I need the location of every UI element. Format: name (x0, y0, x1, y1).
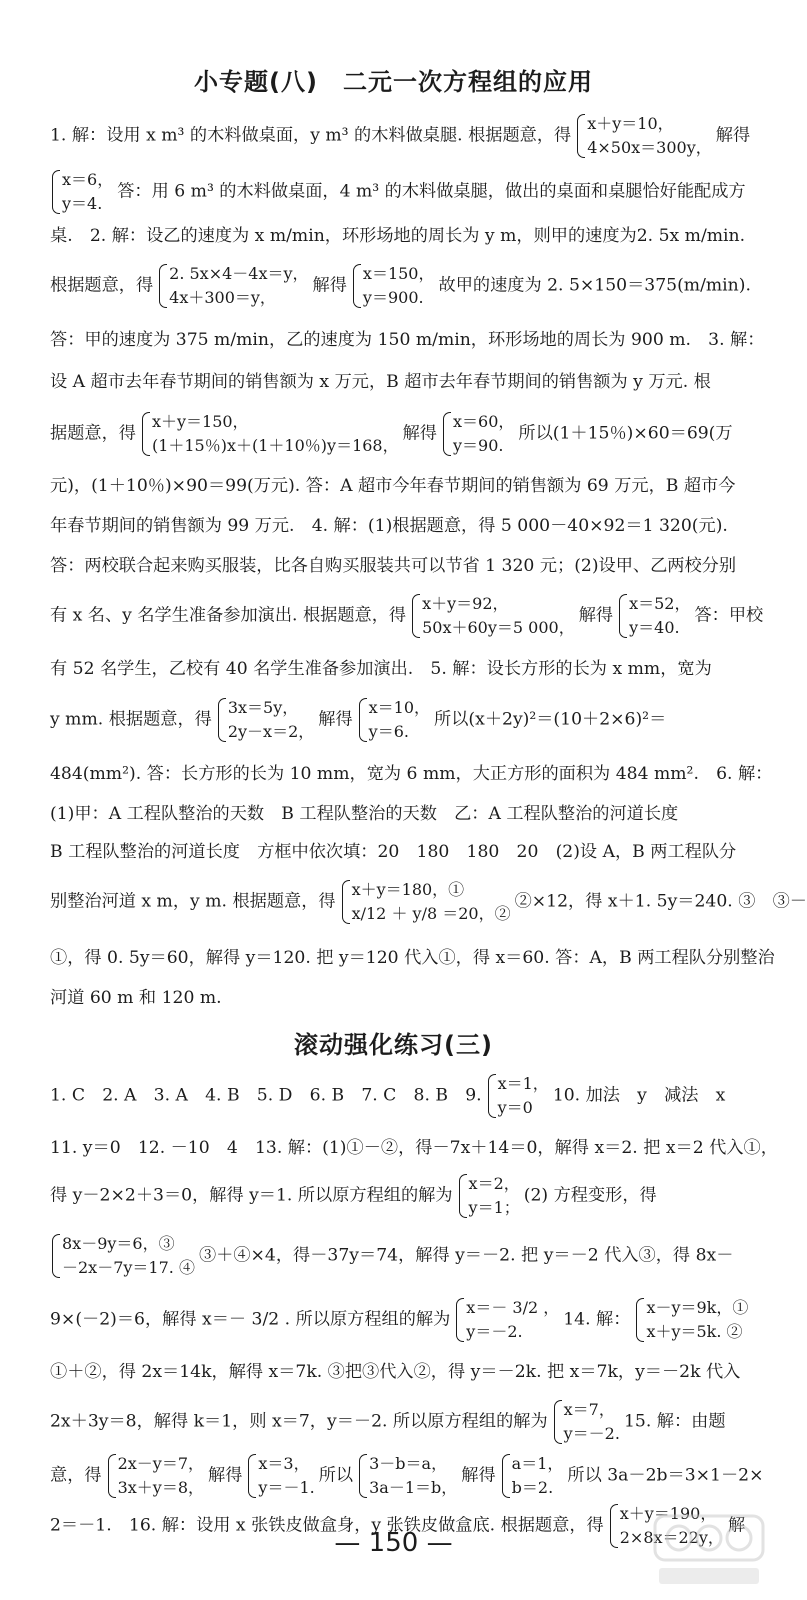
text-line: 有 52 名学生，乙校有 40 名学生准备参加演出. 5. 解：设长方形的长为 x mm，宽为 (50, 659, 712, 679)
text-line: x＝6， y＝4. 答：用 6 m³ 的木料做桌面，4 m³ 的木料做桌腿，做出的桌面和桌腿恰好能配成方 (50, 168, 757, 216)
text-line: ①＋②，得 2x＝14k，解得 x＝7k. ③把③代入②，得 y＝－2k. 把 x＝7k，y＝－2k 代入 (50, 1362, 741, 1382)
text-line: ①，得 0. 5y＝60，解得 y＝120. 把 y＝120 代入①，得 x＝60. 答：A，B 两工程队分别整治 (50, 948, 775, 968)
text-line: 有 x 名、y 名学生准备参加演出. 根据题意，得 x＋y＝92， 50x＋60y＝5 000， 解得 x＝52， y＝40. 答：甲校 (50, 592, 757, 640)
text-line: 根据题意，得 2. 5x×4－4x＝y， 4x＋300＝y， 解得 x＝150， y＝900. 故甲的速度为 2. 5×150＝375(m/min). (50, 262, 757, 310)
text-line: (1)甲：A 工程队整治的天数 B 工程队整治的天数 乙：A 工程队整治的河道长度 (50, 804, 679, 824)
text-line: 9×(－2)＝6，解得 x＝－ 3/2 . 所以原方程组的解为 x＝－ 3/2 ， y＝－2. 14. 解： x－y＝9k，① x＋y＝5k. ② (50, 1296, 757, 1344)
text-line: 8x－9y＝6，③ －2x－7y＝17. ④ ③＋④×4，得－37y＝74，解得 y＝－2. 把 y＝－2 代入③，得 8x－ (50, 1232, 757, 1280)
text-line: 据题意，得 x＋y＝150， (1＋15％)x＋(1＋10％)y＝168， 解得 x＝60， y＝90. 所以(1＋15％)×60＝69(万 (50, 410, 757, 458)
equation-system: x＋y＝92， 50x＋60y＝5 000， (410, 592, 575, 640)
text-line: 桌. 2. 解：设乙的速度为 x m/min，环形场地的周长为 y m，则甲的速度为2. 5x m/min. (50, 226, 746, 246)
equation-system: 3x＝5y， 2y－x＝2， (216, 696, 314, 744)
page-title-1: 小专题(八) 二元一次方程组的应用 (194, 68, 593, 96)
text-line: 11. y＝0 12. －10 4 13. 解：(1)①－②，得－7x＋14＝0，解得 x＝2. 把 x＝2 代入①， (50, 1138, 778, 1158)
equation-system: x＋y＝180，① x/12 ＋ y/8 ＝20，② (340, 878, 511, 926)
equation-system: x－y＝9k，① x＋y＝5k. ② (634, 1296, 748, 1344)
equation-system: x＝3， y＝－1. (246, 1452, 314, 1500)
text-line: 河道 60 m 和 120 m. (50, 988, 222, 1008)
text-line: 1. C 2. A 3. A 4. B 5. D 6. B 7. C 8. B 9. x＝1， y＝0 10. 加法 y 减法 x (50, 1072, 757, 1120)
equation-system: 2x－y＝7， 3x＋y＝8， (106, 1452, 204, 1500)
equation-system: 2. 5x×4－4x＝y， 4x＋300＝y， (157, 262, 308, 310)
text-line: 答：甲的速度为 375 m/min，乙的速度为 150 m/min，环形场地的周长为 900 m. 3. 解： (50, 330, 765, 350)
equation-system: x＝－ 3/2 ， y＝－2. (454, 1296, 559, 1344)
page-number: — 150 — (334, 1528, 453, 1558)
text-line: y mm. 根据题意，得 3x＝5y， 2y－x＝2， 解得 x＝10， y＝6. 所以(x＋2y)²＝(10＋2×6)²＝ (50, 696, 757, 744)
text-line: 484(mm²). 答：长方形的长为 10 mm，宽为 6 mm，大正方形的面积为 484 mm². 6. 解： (50, 764, 773, 784)
text-line: 2＝－1. 16. 解：设用 x 张铁皮做盒身，y 张铁皮做盒底. 根据题意，得 x＋y＝190， 2×8x＝22y， 解 (50, 1502, 637, 1550)
watermark-logo (649, 1510, 769, 1590)
equation-system: x＝10， y＝6. (357, 696, 430, 744)
equation-system: x＝150， y＝900. (351, 262, 435, 310)
equation-system: x＝2， y＝1； (457, 1172, 520, 1220)
text-line: 答：两校联合起来购买服装，比各自购买服装共可以节省 1 320 元；(2)设甲、乙两校分别 (50, 556, 737, 576)
text-line: 元)，(1＋10％)×90＝99(万元). 答：A 超市今年春节期间的销售额为 69 万元，B 超市今 (50, 476, 736, 496)
page-title-2: 滚动强化练习(三) (294, 1031, 493, 1059)
text-line: 1. 解：设用 x m³ 的木料做桌面，y m³ 的木料做桌腿. 根据题意，得 x＋y＝10， 4×50x＝300y， 解得 (50, 112, 757, 160)
equation-system: x＋y＝190， 2×8x＝22y， (608, 1502, 724, 1550)
text-line: 意，得 2x－y＝7， 3x＋y＝8， 解得 x＝3， y＝－1. 所以 3－b＝a， 3a－1＝b， 解得 a＝1， b＝2. 所以 3a－2b＝3×1－2× (50, 1452, 757, 1500)
equation-system: a＝1， b＝2. (500, 1452, 564, 1500)
equation-system: 3－b＝a， 3a－1＝b， (357, 1452, 457, 1500)
equation-system: x＝52， y＝40. (617, 592, 690, 640)
equation-system: x＝7， y＝－2. (552, 1398, 620, 1446)
text-line: 设 A 超市去年春节期间的销售额为 x 万元，B 超市去年春节期间的销售额为 y 万元. 根 (50, 372, 711, 392)
equation-system: x＝60， y＝90. (441, 410, 514, 458)
equation-system: x＋y＝10， 4×50x＝300y， (575, 112, 712, 160)
equation-system: x＋y＝150， (1＋15％)x＋(1＋10％)y＝168， (140, 410, 399, 458)
text-line: 得 y－2×2＋3＝0，解得 y＝1. 所以原方程组的解为 x＝2， y＝1； (2) 方程变形，得 (50, 1172, 757, 1220)
equation-system: x＝6， y＝4. (50, 168, 113, 216)
text-line: 别整治河道 x m，y m. 根据题意，得 x＋y＝180，① x/12 ＋ y/8 ＝20，② ②×12，得 x＋1. 5y＝240. ③ ③－ (50, 878, 757, 926)
equation-system: 8x－9y＝6，③ －2x－7y＝17. ④ (50, 1232, 195, 1280)
text-line: 年春节期间的销售额为 99 万元. 4. 解：(1)根据题意，得 5 000－40×92＝1 320(元). (50, 516, 728, 536)
equation-system: x＝1， y＝0 (486, 1072, 549, 1120)
text-line: B 工程队整治的河道长度 方框中依次填：20 180 180 20 (2)设 A，B 两工程队分 (50, 842, 737, 862)
text-line: 2x＋3y＝8，解得 k＝1，则 x＝7，y＝－2. 所以原方程组的解为 x＝7， y＝－2. 15. 解：由题 (50, 1398, 757, 1446)
